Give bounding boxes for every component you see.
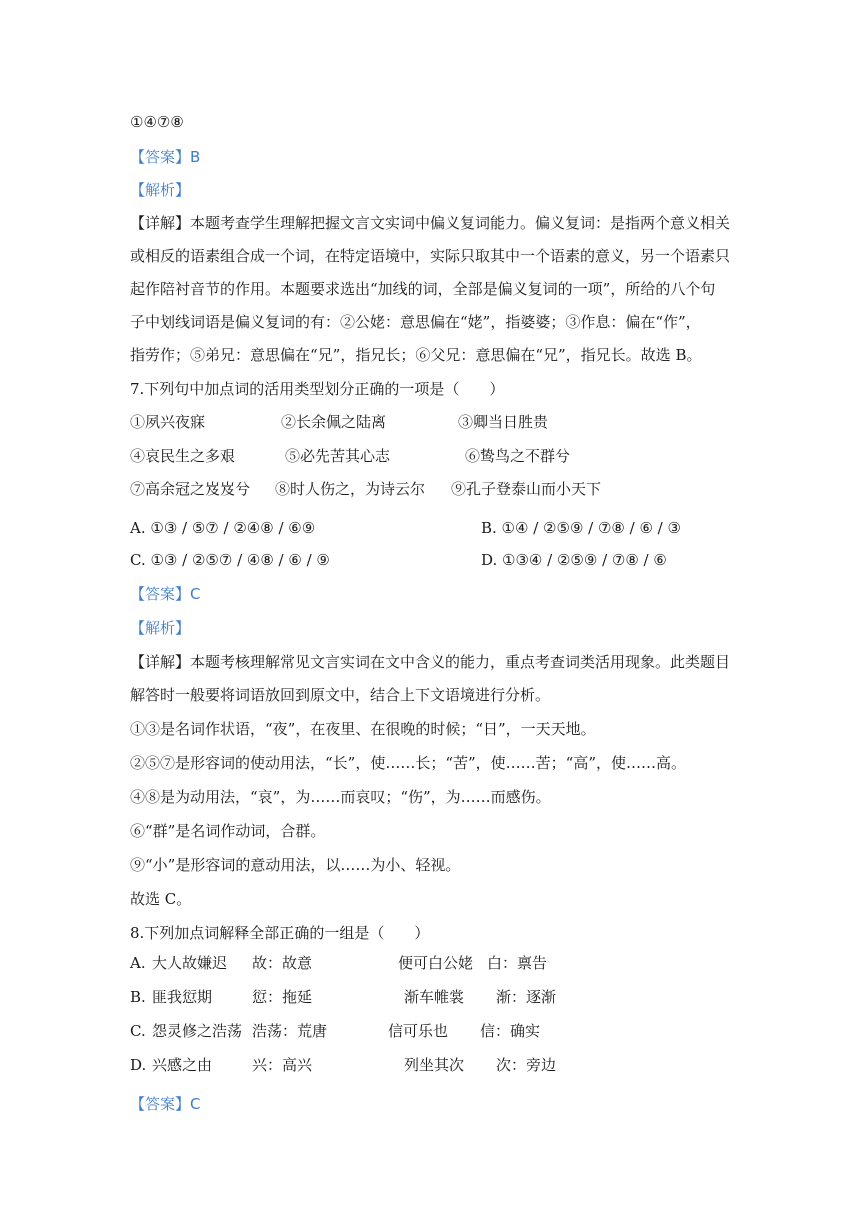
answer-value: C [190, 585, 201, 603]
answer-label: 【答案】 [130, 148, 191, 166]
q6-detail-line-5: 指劳作；⑤弟兄：意思偏在“兄”，指兄长；⑥父兄：意思偏在“兄”，指兄长。故选 B。 [130, 346, 702, 364]
q8-option-a-phrase2: 便可白公姥 [398, 954, 474, 972]
q7-detail-line-2: 解答时一般要将词语放回到原文中，结合上下文语境进行分析。 [130, 686, 551, 704]
q8-option-c-label[interactable]: C. [130, 1022, 146, 1040]
q7-detail-line-3: ①③是名词作状语，“夜”，在夜里、在很晚的时候；“日”，一天天地。 [130, 720, 596, 738]
q7-item-1: ①夙兴夜寐 [130, 413, 206, 431]
q7-item-6: ⑥鸷鸟之不群兮 [465, 447, 571, 465]
q8-option-b-label[interactable]: B. [130, 988, 146, 1006]
answer-label: 【答案】 [130, 585, 191, 603]
answer-value: C [190, 1095, 201, 1113]
q6-answer [130, 146, 200, 168]
q7-item-8: ⑧时人伤之，为诗云尔 [275, 480, 426, 498]
q8-option-a-gloss1: 故：故意 [252, 954, 313, 972]
q7-option-d[interactable]: D. ①③④ / ②⑤⑨ / ⑦⑧ / ⑥ [481, 551, 667, 569]
q8-answer [130, 1093, 201, 1115]
q8-option-b-phrase2: 渐车帷裳 [404, 988, 465, 1006]
analysis-label: 【解析】 [130, 181, 191, 199]
q7-option-b[interactable]: B. ①④ / ②⑤⑨ / ⑦⑧ / ⑥ / ③ [481, 519, 681, 537]
q8-option-c-phrase2: 信可乐也 [388, 1022, 449, 1040]
q7-detail-line-4: ②⑤⑦是形容词的使动用法，“长”，使……长；“苦”，使……苦；“高”，使……高。 [130, 754, 687, 772]
answer-label: 【答案】 [130, 1095, 191, 1113]
q7-detail-line-1 [130, 651, 730, 673]
q6-detail-line-2: 或相反的语素组合成一个词，在特定语境中，实际只取其中一个语素的意义，另一个语素只 [130, 247, 731, 265]
q8-option-d-phrase1: 兴感之由 [152, 1056, 213, 1074]
q7-item-2: ②长余佩之陆离 [281, 413, 387, 431]
q8-option-b-phrase1: 匪我愆期 [152, 988, 213, 1006]
detail-text: 本题考核理解常见文言实词在文中含义的能力，重点考查词类活用现象。此类题目 [190, 653, 731, 671]
previous-options-line: ①④⑦⑧ [130, 113, 184, 131]
q8-option-a-gloss2: 白：禀告 [487, 954, 548, 972]
q7-detail-line-8: 故选 C。 [130, 890, 192, 908]
q7-detail-line-5: ④⑧是为动用法，“哀”，为……而哀叹；“伤”，为……而感伤。 [130, 788, 551, 806]
q7-option-a[interactable]: A. ①③ / ⑤⑦ / ②④⑧ / ⑥⑨ [130, 519, 316, 537]
q8-option-c-gloss1: 浩荡：荒唐 [252, 1022, 328, 1040]
q8-option-d-gloss2: 次：旁边 [496, 1056, 557, 1074]
q6-detail-line-1 [130, 212, 730, 234]
q8-option-d-label[interactable]: D. [130, 1056, 147, 1074]
q7-item-7: ⑦高余冠之岌岌兮 [130, 480, 251, 498]
q6-analysis-label [130, 179, 190, 201]
q8-option-c-gloss2: 信：确实 [480, 1022, 541, 1040]
q7-detail-line-6: ⑥“群”是名词作动词，合群。 [130, 822, 326, 840]
q7-item-4: ④哀民生之多艰 [130, 447, 236, 465]
q7-item-3: ③卿当日胜贵 [458, 413, 549, 431]
q8-stem: 8.下列加点词解释全部正确的一组是（ ） [130, 924, 430, 942]
detail-text: 本题考查学生理解把握文言文实词中偏义复词能力。偏义复词：是指两个意义相关 [190, 214, 731, 232]
detail-label: 【详解】 [130, 653, 191, 671]
q8-option-d-gloss1: 兴：高兴 [252, 1056, 313, 1074]
analysis-label: 【解析】 [130, 619, 191, 637]
q6-detail-line-4: 子中划线词语是偏义复词的有：②公姥：意思偏在“姥”，指婆婆；③作息：偏在“作”， [130, 313, 701, 331]
detail-label: 【详解】 [130, 214, 191, 232]
q8-option-b-gloss2: 渐：逐渐 [496, 988, 557, 1006]
q7-item-5: ⑤必先苦其心志 [285, 447, 391, 465]
q7-item-9: ⑨孔子登泰山而小天下 [451, 480, 602, 498]
q6-detail-line-3: 起作陪衬音节的作用。本题要求选出“加线的词，全部是偏义复词的一项”，所给的八个句 [130, 280, 716, 298]
answer-value: B [190, 148, 201, 166]
q8-option-a-label[interactable]: A. [130, 954, 146, 972]
q7-stem: 7.下列句中加点词的活用类型划分正确的一项是（ ） [130, 380, 505, 398]
q7-analysis-label [130, 617, 190, 639]
q8-option-b-gloss1: 愆：拖延 [252, 988, 313, 1006]
q7-option-c[interactable]: C. ①③ / ②⑤⑦ / ④⑧ / ⑥ / ⑨ [130, 551, 330, 569]
q8-option-a-phrase1: 大人故嫌迟 [152, 954, 228, 972]
q8-option-c-phrase1: 怨灵修之浩荡 [152, 1022, 243, 1040]
q7-detail-line-7: ⑨“小”是形容词的意动用法，以……为小、轻视。 [130, 856, 461, 874]
q7-answer [130, 583, 201, 605]
q8-option-d-phrase2: 列坐其次 [404, 1056, 465, 1074]
